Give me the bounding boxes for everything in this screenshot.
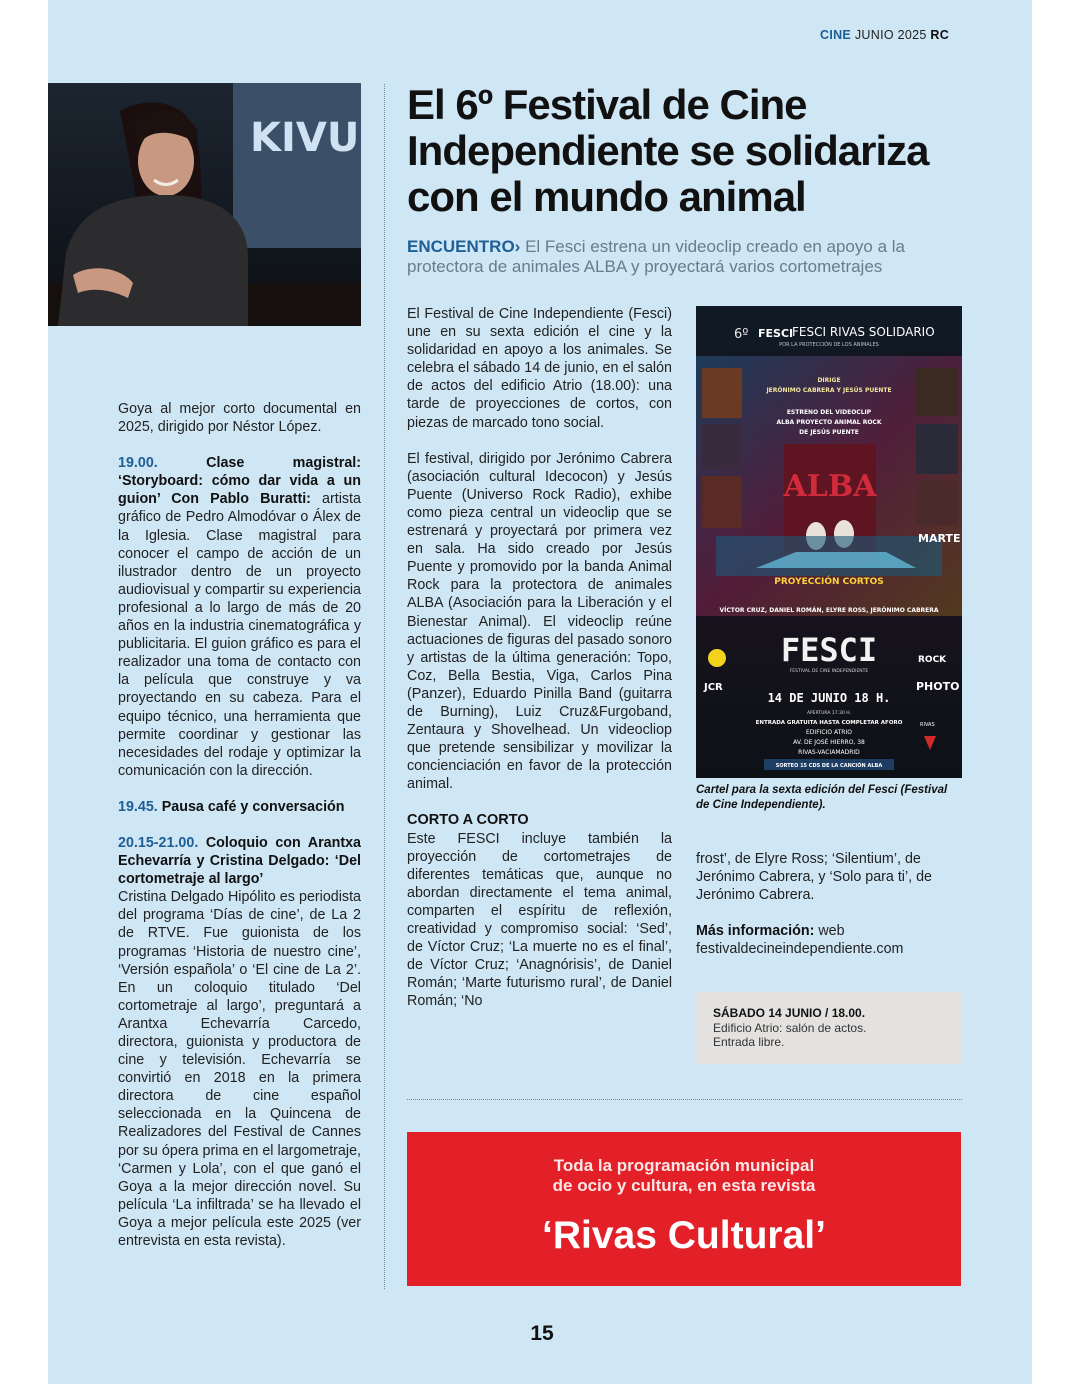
poster-estreno-2: ALBA PROYECTO ANIMAL ROCK [776,419,882,426]
poster-side-rivas: RIVAS [920,722,935,728]
header-magazine: RC [930,28,950,42]
event-text: Cristina Delgado Hipólito es periodista del programa ‘Días de cine’, de La 2 de RTVE. Fue guionista de los programas ‘Historia de nuestro cine’, ‘Versión española’ o ‘El cine de La 2’. En un coloquio titulado ‘Del cortometraje al largo’, preguntará a Arantxa Echevarría Carcedo, directora, guionista y productora de cine y televisión. Echevarría se convirtió en 2018 en la primera directora de cine español seleccionada en la Quincena de Realizadores del Festival de Cannes por su ópera prima en el largometraje, ‘Carmen y Lola’, con el que ganó el Goya a la mejor dirección novel. Su película ‘La infiltrada’ se ha llevado el Goya a mejor película este 2025 (ver entrevista en esta revista). [118,889,361,1250]
poster-date: 14 DE JUNIO 18 H. [767,691,891,705]
body-paragraph: frost’, de Elyre Ross; ‘Silentium’, de Jerónimo Cabrera, y ‘Solo para ti’, de Jerónimo Cabrera. [696,851,933,904]
ad-line-2: de ocio y cultura, en esta revista [552,1176,816,1195]
event-title: Pausa café y conversación [161,798,345,815]
lead-keyword: ENCUENTRO› [407,237,521,256]
event-title: Clase magistral: ‘Storyboard: cómo dar vida a un guion’ Con Pablo Buratti: [118,455,361,508]
poster-caption: Cartel para la sexta edición del Fesci (Festival de Cine Independiente). [696,784,948,811]
poster-dirige-label: DIRIGE [817,377,841,384]
program-event-coffee [118,798,361,816]
poster-sorteo: SORTEO 15 CDS DE LA CANCIÓN ALBA [775,763,883,769]
poster-side-marte: MARTE [918,532,961,545]
poster-apertura: APERTURA 17:30 H. [806,711,852,716]
body-paragraph: Este FESCI incluye también la proyección de cortometrajes de diferentes temáticas que, aunque no abordan directamente el tema animal, comparten el espíritu de reflexión, creatividad y compromiso social: ‘Sed’, de Víctor Cruz; ‘La muerte no es el final’, de Víctor Cruz; ‘Anagnórisis’, de Daniel Román; ‘Marte futurismo rural’, de Daniel Román; ‘No [407,830,672,1010]
event-entry: Entrada libre. [713,1035,785,1049]
header-date: JUNIO 2025 [854,28,927,42]
poster-side-photo: PHOTO [916,680,960,693]
poster-fesci-sub: FESTIVAL DE CINE INDEPENDIENTE [789,669,869,674]
poster-directors: JERÓNIMO CABRERA Y JESÚS PUENTE [766,387,892,394]
poster-estreno-3: DE JESÚS PUENTE [799,429,859,436]
poster-tagline: POR LA PROTECCIÓN DE LOS ANIMALES [779,342,879,348]
column-divider [384,84,385,1289]
more-info-label: Más información: [696,923,815,940]
poster-estreno-1: ESTRENO DEL VIDEOCLIP [786,409,872,416]
festival-poster [696,306,962,778]
poster-proyeccion: PROYECCIÓN CORTOS [774,577,884,587]
lead-text: El Fesci estrena un videoclip creado en apoyo a la protectora de animales ALBA y proyectará varios cortometrajes [407,237,905,276]
event-title: Coloquio con Arantxa Echevarría y Cristina Delgado: ‘Del cortometraje al largo’ [118,834,361,888]
poster-edificio: EDIFICIO ATRIO [806,729,852,736]
section-subhead: CORTO A CORTO [407,812,529,829]
article-title: El 6º Festival de Cine Independiente se solidariza con el mundo animal [407,81,929,220]
event-when: SÁBADO 14 JUNIO / 18.00. [713,1006,866,1020]
body-paragraph: El Festival de Cine Independiente (Fesci) une en su sexta edición el cine y la solidaridad en apoyo a los animales. Se celebra el sábado 14 de junio, en el salón de actos del edificio Atrio (18.00): una tarde de proyecciones de cortos, con piezas de marcado tono social. [407,306,672,431]
poster-brand-small: FESCI [758,327,794,340]
poster-side-jcr: JCR [704,682,723,693]
program-column [118,400,361,1268]
body-paragraph: El festival, dirigido por Jerónimo Cabrera (asociación cultural Idecocon) y Jesús Puente (Universo Rock Radio), exhibe como pieza central un videoclip que se estrenará y proyectará por primera vez en sala. Ha sido creado por Jesús Puente y promovido por la banda Animal Rock para la protectora de animales ALBA (Asociación para la Liberación y el Bienestar Animal). El videoclip reúne actuaciones de figuras del pasado sonoro y artistas de la última generación: Topo, Coz, Bella Bestia, Viga, Carlos Pina (Panzer), Eduardo Pinilla Band (guitarra de Burning), Luiz Cruz&Furgoband, Zentaura y Shovelhead. Un videocliop que pretende sensibilizar y movilizar la concienciación en favor de la protección animal. [407,450,672,793]
poster-side-rock: ROCK [918,655,947,665]
article-lead [407,237,967,277]
poster-authors: VÍCTOR CRUZ, DANIEL ROMÁN, ELYRE ROSS, JERÓNIMO CABRERA [719,607,939,614]
poster-alba: ALBA [783,469,877,504]
poster-city: RIVAS-VACIAMADRID [798,749,860,756]
article-body-column [407,305,672,1028]
ad-line-1: Toda la programación municipal [553,1156,815,1175]
screen-text: KIVU [250,115,360,161]
event-text: artista gráfico de Pedro Almodóvar o Álex de la Iglesia. Clase magistral para conocer el campo de acción de un ilustrador dentro de un proyecto audiovisual y compartir su experiencia profesional a lo largo de más de 20 años en la industria cinematográfica y publicitaria. El guion gráfico es para el realizador una toma de contacto con la película que construye y va proyectando en su cabeza. Para el equipo técnico, una herramienta que permite coordinar y gestionar las necesidades del rodaje y optimizar la comunicación con la dirección. [118,491,361,779]
event-time: 20.15-21.00. [118,834,199,851]
poster-address: AV. DE JOSÉ HIERRO, 38 [793,739,865,746]
page-number: 15 [530,1322,554,1345]
article-end-column [696,850,961,976]
poster-entrada: ENTRADA GRATUITA HASTA COMPLETAR AFORO [755,720,903,726]
event-info-box [696,992,962,1064]
program-intro: Goya al mejor corto documental en 2025, dirigido por Néstor López. [118,401,361,436]
event-where: Edificio Atrio: salón de actos. [713,1020,867,1035]
more-info-link[interactable]: web festivaldecineindependiente.com [696,923,904,958]
poster-headline: FESCI RIVAS SOLIDARIO [792,325,935,339]
poster-fesci-big: FESCI [780,631,878,669]
header-section: CINE [820,28,852,42]
rivas-cultural-ad [407,1132,961,1286]
page-header [820,28,949,42]
program-event-colloquium [118,834,361,1250]
more-info [696,922,961,958]
event-time: 19.00. [118,455,158,472]
program-event-storyboard [118,454,361,780]
event-time: 19.45. [118,798,158,815]
poster-edition: 6º [734,327,749,342]
speaker-photo [48,83,361,326]
section-divider [407,1099,962,1100]
ad-magazine-name: ‘Rivas Cultural’ [542,1214,826,1257]
